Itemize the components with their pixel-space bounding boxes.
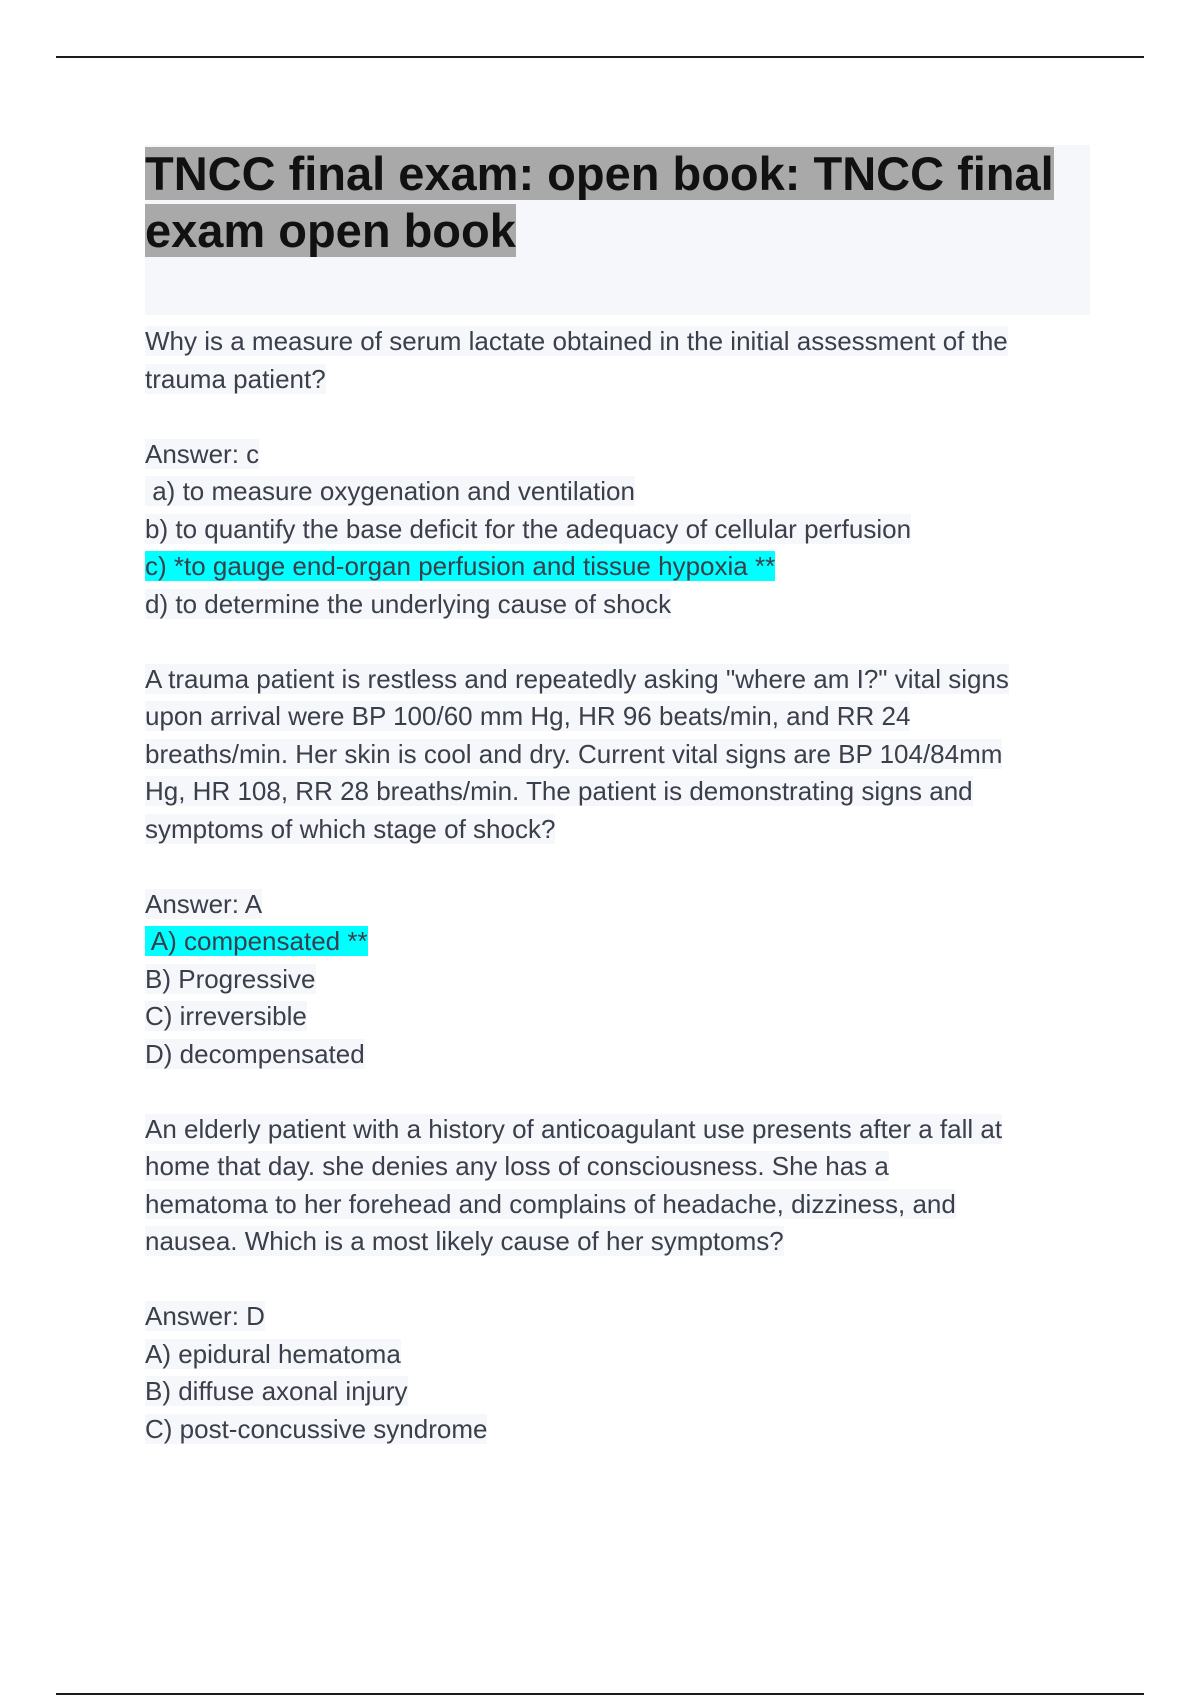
question-prompt-line: An elderly patient with a history of anticoagulant use presents after a fall at (145, 1113, 1003, 1144)
footer-rule (56, 1693, 1144, 1695)
document-title (145, 145, 1090, 259)
title-line: exam open book (145, 204, 516, 257)
answer-option: D) decompensated (145, 1038, 365, 1069)
title-line: TNCC final exam: open book: TNCC final (145, 147, 1054, 200)
question-prompt-line: symptoms of which stage of shock? (145, 813, 556, 844)
question-prompt-line: nausea. Which is a most likely cause of her symptoms? (145, 1226, 784, 1256)
answer-option: A) epidural hematoma (145, 1338, 401, 1369)
document-body (145, 145, 1090, 1448)
answer-option-highlighted: c) *to gauge end-organ perfusion and tissue hypoxia ** (145, 551, 776, 581)
question-prompt-line: A trauma patient is restless and repeatedly asking "where am I?" vital signs (145, 663, 1009, 694)
question-prompt-line: Hg, HR 108, RR 28 breaths/min. The patient is demonstrating signs and (145, 776, 973, 806)
answer-label: Answer: c (145, 438, 260, 469)
answer-option: C) post-concussive syndrome (145, 1413, 488, 1444)
question-prompt-line: trauma patient? (145, 363, 326, 394)
answer-option: B) Progressive (145, 963, 316, 994)
question-block (145, 323, 1090, 623)
header-rule (56, 56, 1144, 58)
answer-option: b) to quantify the base deficit for the adequacy of cellular perfusion (145, 513, 912, 544)
answer-option: a) to measure oxygenation and ventilation (145, 476, 635, 506)
answer-option: C) irreversible (145, 1001, 307, 1031)
question-prompt-line: breaths/min. Her skin is cool and dry. Current vital signs are BP 104/84mm (145, 738, 1003, 769)
question-prompt-line: hematoma to her forehead and complains of headache, dizziness, and (145, 1188, 956, 1219)
question-block (145, 661, 1090, 1074)
question-prompt-line: home that day. she denies any loss of consciousness. She has a (145, 1151, 889, 1181)
title-block (145, 145, 1090, 315)
question-block (145, 1111, 1090, 1449)
answer-option: B) diffuse axonal injury (145, 1376, 408, 1406)
question-prompt-line: upon arrival were BP 100/60 mm Hg, HR 96 beats/min, and RR 24 (145, 701, 911, 731)
answer-option: d) to determine the underlying cause of shock (145, 588, 672, 619)
answer-label: Answer: D (145, 1301, 265, 1331)
question-prompt-line: Why is a measure of serum lactate obtained in the initial assessment of the (145, 326, 1008, 356)
answer-option-highlighted: A) compensated ** (145, 926, 368, 956)
answer-label: Answer: A (145, 888, 263, 919)
